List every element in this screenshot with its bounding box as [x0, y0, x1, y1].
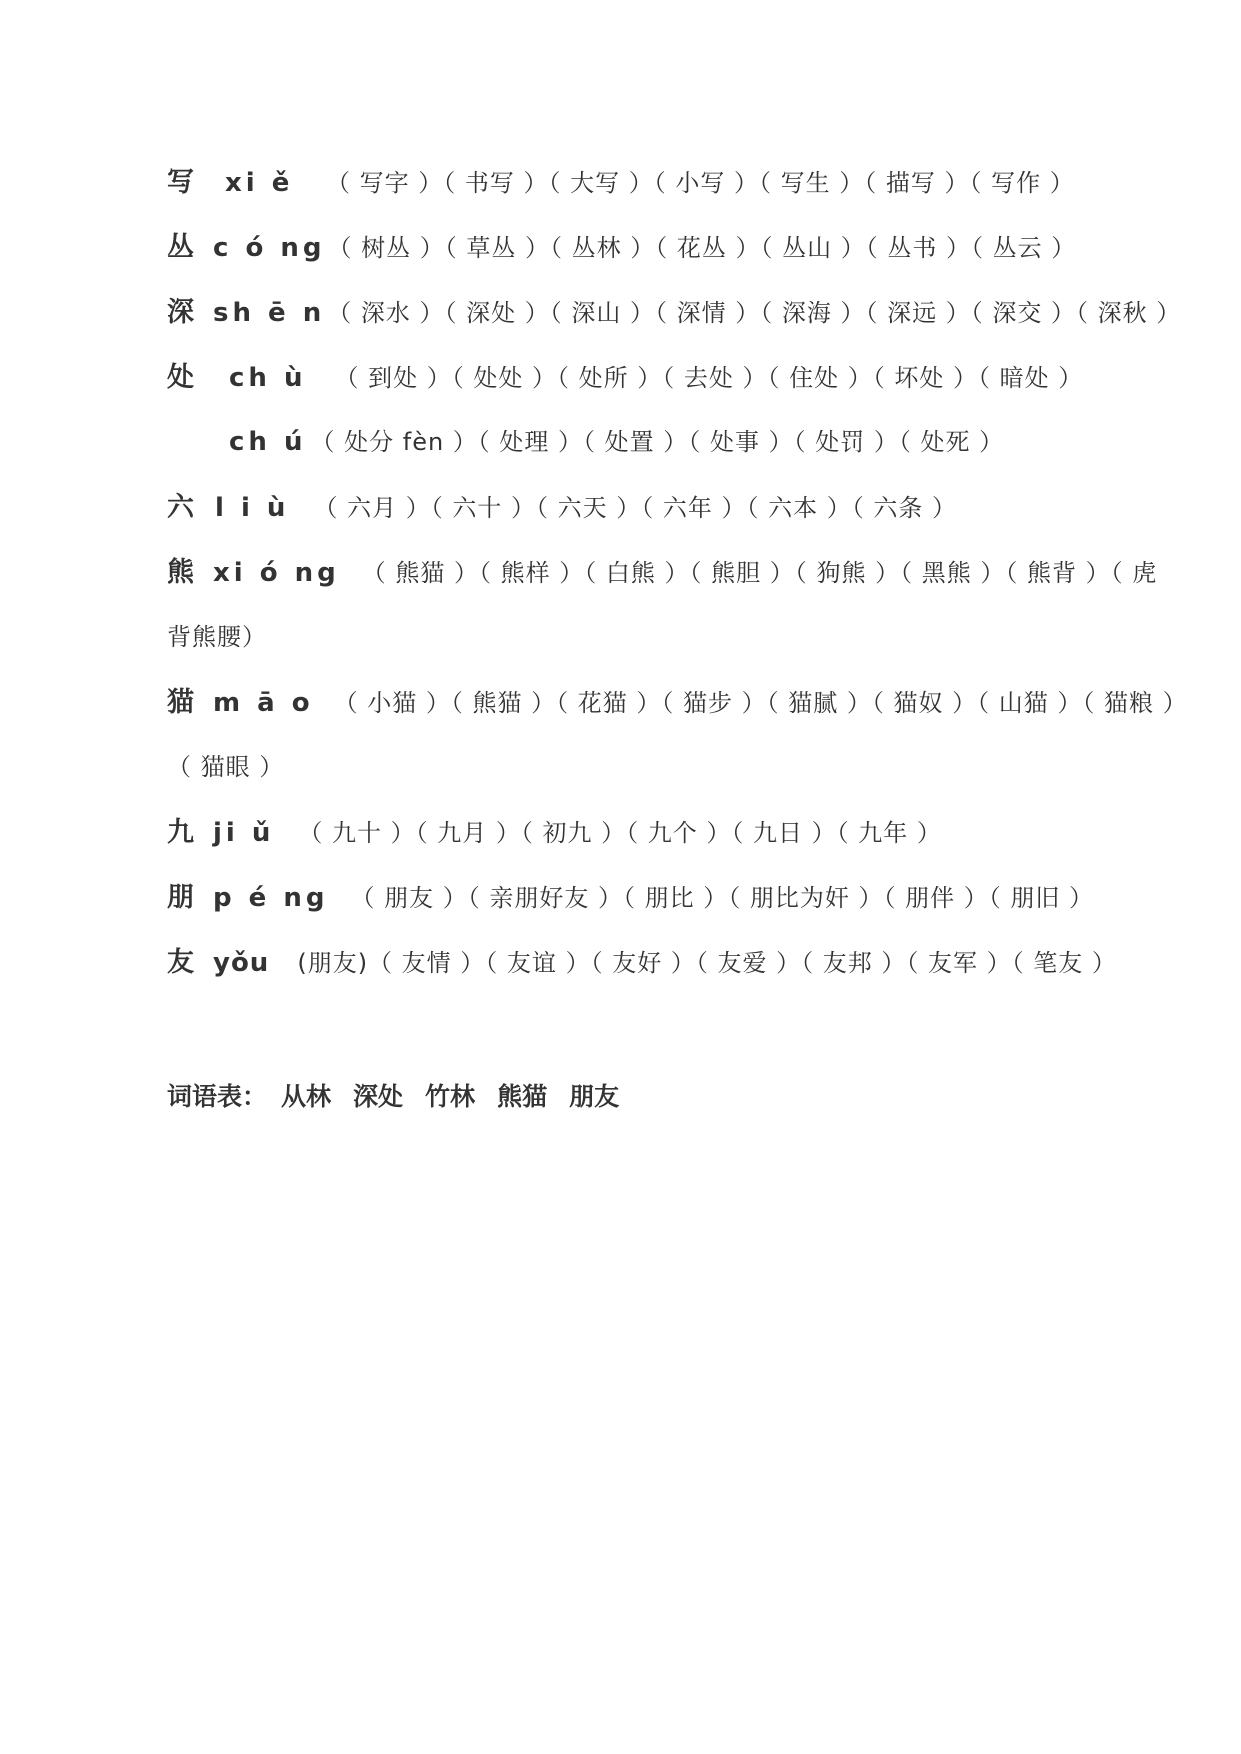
vocabulary-word: 熊猫 [497, 1082, 548, 1111]
entry-pinyin: ch ú [229, 427, 307, 457]
entry-words: （ 到处 ）（ 处处 ）（ 处所 ）（ 去处 ）（ 住处 ）（ 坏处 ）（ 暗处 ） [334, 364, 1084, 392]
entry-char: 丛 [167, 232, 194, 263]
entry-char: 猫 [167, 687, 194, 718]
entry-words: （ 九十 ）（ 九月 ）（ 初九 ）（ 九个 ）（ 九日 ）（ 九年 ） [298, 819, 942, 847]
entry-jiu [167, 800, 1107, 866]
entry-peng [167, 865, 1107, 931]
entry-char: 友 [167, 947, 194, 978]
entry-pinyin: ch ù [229, 363, 307, 393]
entry-words: (朋友)（ 友情 ）（ 友谊 ）（ 友好 ）（ 友爱 ）（ 友邦 ）（ 友军 ）（ 笔友 ） [297, 949, 1117, 977]
vocabulary-word: 从林 [281, 1082, 332, 1111]
entry-xiong [167, 540, 1158, 606]
entry-xiong-continuation: 背熊腰） [167, 623, 267, 651]
entry-pinyin: yǒu [213, 948, 270, 978]
entry-words: （ 处分 fèn ）（ 处理 ）（ 处置 ）（ 处事 ）（ 处罚 ）（ 处死 ） [310, 428, 1005, 456]
entry-pinyin: xi ó ng [213, 558, 340, 588]
entry-words: （ 熊猫 ）（ 熊样 ）（ 白熊 ）（ 熊胆 ）（ 狗熊 ）（ 黑熊 ）（ 熊背 ）（ 虎 [361, 559, 1158, 587]
entry-char: 深 [167, 297, 194, 328]
entry-chu-alt [167, 410, 1107, 475]
entry-mao-continuation: （ 猫眼 ） [167, 753, 285, 781]
entry-pinyin: ji ǔ [213, 818, 275, 848]
entry-words: （ 写字 ）（ 书写 ）（ 大写 ）（ 小写 ）（ 写生 ）（ 描写 ）（ 写作 ） [317, 169, 1075, 197]
vocabulary-label: 词语表： [167, 1082, 268, 1111]
entry-pinyin: p é ng [213, 883, 329, 913]
entry-words: （ 深水 ）（ 深处 ）（ 深山 ）（ 深情 ）（ 深海 ）（ 深远 ）（ 深交 ）（ 深秋 ） [327, 299, 1182, 327]
entry-char: 九 [167, 817, 194, 848]
entry-pinyin: sh ē n [213, 298, 326, 328]
entry-pinyin: l i ù [215, 493, 290, 523]
vocabulary-word: 深处 [353, 1082, 404, 1111]
entry-mao [167, 670, 1188, 736]
entry-words: （ 六月 ）（ 六十 ）（ 六天 ）（ 六年 ）（ 六本 ）（ 六条 ） [313, 494, 957, 522]
entry-words: （ 树丛 ）（ 草丛 ）（ 丛林 ）（ 花丛 ）（ 丛山 ）（ 丛书 ）（ 丛云 ） [327, 234, 1077, 262]
entry-liu [167, 475, 1107, 541]
entry-shen [167, 280, 1182, 346]
entry-pinyin: m ā o [213, 688, 314, 718]
entry-you [167, 930, 1117, 996]
entry-xie [167, 150, 1107, 216]
vocabulary-word: 朋友 [569, 1082, 620, 1111]
entry-words: （ 小猫 ）（ 熊猫 ）（ 花猫 ）（ 猫步 ）（ 猫腻 ）（ 猫奴 ）（ 山猫 ）（ 猫粮 ） [333, 689, 1188, 717]
entry-char: 朋 [167, 882, 194, 913]
vocabulary-list [167, 1072, 641, 1122]
entry-chu [167, 345, 1107, 411]
entry-char: 处 [167, 362, 194, 393]
entry-cong [167, 215, 1107, 281]
entry-char: 六 [167, 492, 194, 523]
entry-pinyin: c ó ng [213, 233, 326, 263]
vocabulary-word: 竹林 [425, 1082, 476, 1111]
entry-char: 熊 [167, 557, 194, 588]
entry-pinyin: xi ě [225, 168, 294, 198]
entry-char: 写 [167, 167, 194, 198]
entry-words: （ 朋友 ）（ 亲朋好友 ）（ 朋比 ）（ 朋比为奸 ）（ 朋伴 ）（ 朋旧 ） [350, 884, 1095, 912]
